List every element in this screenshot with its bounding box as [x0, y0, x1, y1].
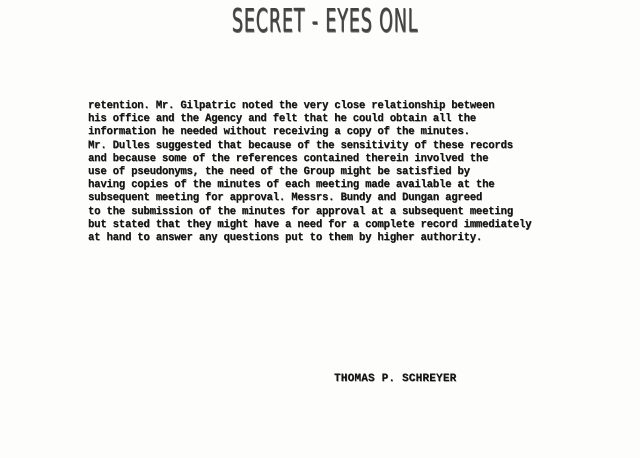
- text-line: to the submission of the minutes for approval at a subsequent meeting: [88, 205, 513, 218]
- memo-body: [88, 100, 628, 245]
- text-line: at hand to answer any questions put to them by higher authority.: [88, 232, 483, 245]
- text-line: subsequent meeting for approval. Messrs. Bundy and Dungan agreed: [88, 192, 483, 205]
- text-line: retention. Mr. Gilpatric noted the very close relationship between: [88, 100, 495, 112]
- classification-stamp: SECRET - EYES ONL: [232, 4, 419, 41]
- text-line: having copies of the minutes of each meeting made available at the: [88, 179, 495, 192]
- text-line: but stated that they might have a need for a complete record immediately: [88, 218, 532, 231]
- text-line: his office and the Agency and felt that he could obtain all the: [88, 113, 476, 126]
- text-line: Mr. Dulles suggested that because of the sensitivity of these records: [88, 139, 513, 152]
- text-line: and because some of the references contained therein involved the: [88, 152, 489, 165]
- text-line: information he needed without receiving a copy of the minutes.: [88, 126, 470, 139]
- signature-name: THOMAS P. SCHREYER: [334, 373, 457, 385]
- text-line: use of pseudonyms, the need of the Group might be satisfied by: [88, 166, 470, 179]
